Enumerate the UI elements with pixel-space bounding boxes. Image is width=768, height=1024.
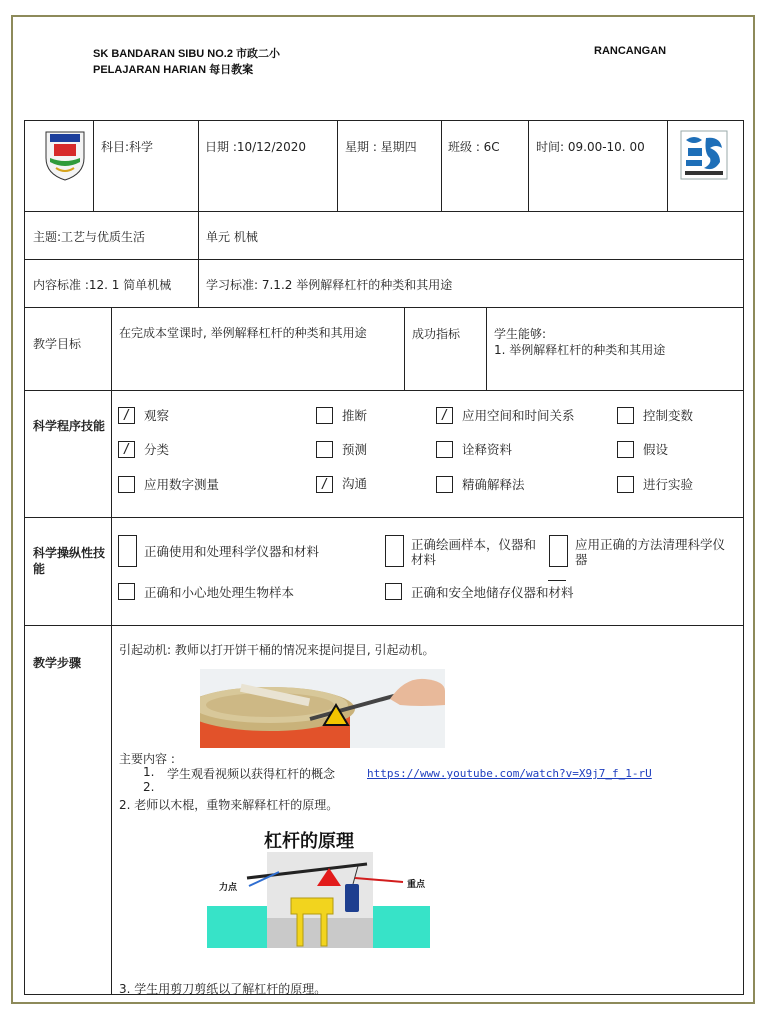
biscuit-tin-photo [200,669,445,748]
subject: 科目:科学 [101,140,154,154]
diagram-effort-label: 力点 [219,883,238,893]
skill-checkbox[interactable] [436,441,453,458]
step-line-3: 3. 学生用剪刀剪纸以了解杠杆的原理。 [119,982,327,996]
skill-label: 控制变数 [643,408,694,423]
header-right: RANCANGAN [594,45,667,57]
stray-line [548,580,566,581]
content-standard: 内容标准 :12. 1 简单机械 [33,278,172,292]
manipulative-skills-label: 科学操纵性技能 [33,546,106,576]
skill-checkbox[interactable]: / [316,476,333,493]
time: 时间: 09.00-10. 00 [536,140,645,154]
manip-checkbox[interactable] [118,535,137,567]
item1-number: 1. [143,765,155,779]
skill-checkbox[interactable] [617,476,634,493]
theme-label: 主题:工艺与优质生活 [33,230,146,244]
manip-checkbox[interactable] [385,583,402,600]
success-title: 学生能够: [494,327,547,341]
skill-label: 进行实验 [643,477,694,492]
skill-label: 观察 [144,408,170,423]
manip-checkbox[interactable] [118,583,135,600]
date: 日期 :10/12/2020 [205,140,307,154]
objective-text: 在完成本堂课时, 举例解释杠杆的种类和其用途 [119,326,367,340]
school-name: SK BANDARAN SIBU NO.2 市政二小 [93,48,281,60]
unit: 单元 机械 [206,230,258,244]
process-skills-label: 科学程序技能 [33,419,106,433]
manip-label: 正确和安全地储存仪器和材料 [411,585,574,600]
skill-label: 推断 [342,408,368,423]
video-link-text[interactable]: https://www.youtube.com/watch?v=X9j7_f_1-rU [367,767,652,780]
skill-label: 预测 [342,442,368,457]
school-logo [42,128,88,182]
manip-label: 正确和小心地处理生物样本 [144,585,295,600]
skill-label: 应用数字测量 [144,477,220,492]
video-link[interactable] [367,766,652,780]
skill-label: 分类 [144,442,170,457]
diagram-title: 杠杆的原理 [264,831,354,852]
header-subtitle: PELAJARAN HARIAN 每日教案 [93,64,254,76]
manip-checkbox[interactable] [385,535,404,567]
item1-text: 学生观看视频以获得杠杆的概念 [167,767,336,781]
lever-diagram [207,822,430,948]
skill-checkbox[interactable] [436,476,453,493]
diagram-load-label: 重点 [407,880,426,890]
manip-label: 应用正确的方法清理科学仪器 [575,537,726,567]
success-item: 1. 举例解释杠杆的种类和其用途 [494,343,666,357]
learning-standard: 学习标准: 7.1.2 举例解释杠杆的种类和其用途 [206,278,453,292]
skill-checkbox[interactable] [316,407,333,424]
main-content-title: 主要内容 : [119,752,175,766]
skill-label: 精确解释法 [462,477,525,492]
day: 星期 : 星期四 [345,140,417,154]
skill-checkbox[interactable] [118,476,135,493]
skill-checkbox[interactable]: / [118,407,135,424]
skill-label: 假设 [643,442,669,457]
skill-label: 沟通 [342,476,368,491]
success-criteria-label: 成功指标 [412,327,461,341]
manip-label: 正确绘画样本，仪器和材料 [411,537,537,567]
steps-intro: 引起动机: 教师以打开饼干桶的情况来提问提目, 引起动机。 [119,643,435,657]
manip-checkbox[interactable] [549,535,568,567]
skill-label: 应用空间和时间关系 [462,408,575,423]
skill-label: 诠释资料 [462,442,513,457]
skill-checkbox[interactable] [617,441,634,458]
steps-label: 教学步骤 [33,656,82,670]
manip-label: 正确使用和处理科学仪器和材料 [144,544,320,559]
objective-label: 教学目标 [33,337,82,351]
class: 班级 : 6C [448,140,500,154]
skill-checkbox[interactable]: / [436,407,453,424]
skill-checkbox[interactable]: / [118,441,135,458]
skill-checkbox[interactable] [316,441,333,458]
skill-checkbox[interactable] [617,407,634,424]
ministry-logo [680,130,728,180]
item2-number: 2. [143,780,155,794]
step-line-2: 2. 老师以木棍，重物来解释杠杆的原理。 [119,798,339,812]
